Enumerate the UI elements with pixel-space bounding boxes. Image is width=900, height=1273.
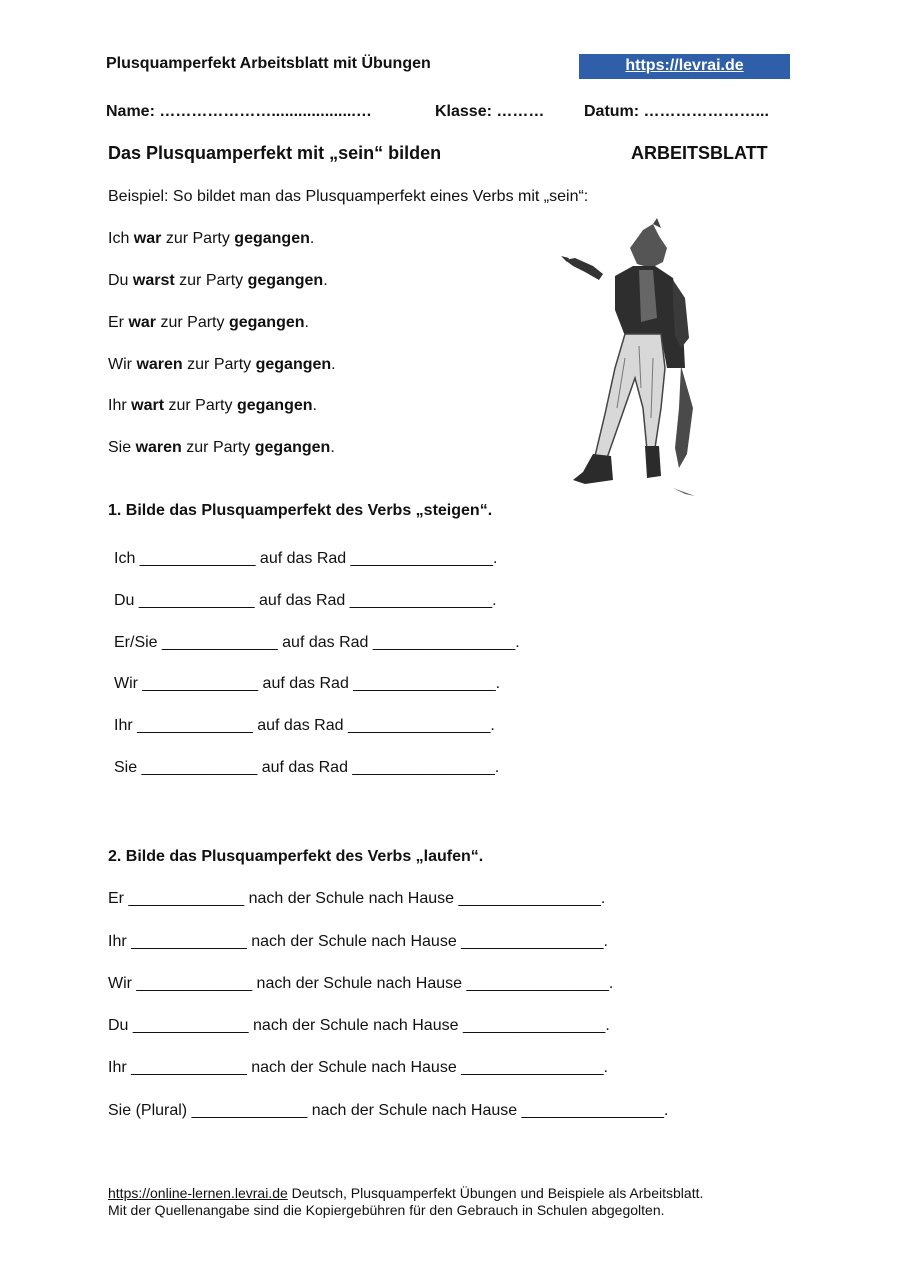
- example-sentence: Sie waren zur Party gegangen.: [108, 439, 335, 456]
- task2-exercise-line[interactable]: Er _____________ nach der Schule nach Hause ________________.: [108, 890, 606, 907]
- task2-heading: 2. Bilde das Plusquamperfekt des Verbs „laufen“.: [108, 848, 484, 865]
- fox-illustration: [555, 218, 700, 508]
- sheet-label: ARBEITSBLATT: [631, 143, 768, 163]
- task1-exercise-line[interactable]: Ich _____________ auf das Rad ________________.: [114, 550, 498, 567]
- example-sentence: Er war zur Party gegangen.: [108, 314, 309, 331]
- name-field-label: Name: …………………...................…: [106, 103, 372, 120]
- task2-exercise-line[interactable]: Wir _____________ nach der Schule nach Hause ________________.: [108, 975, 614, 992]
- task2-exercise-line[interactable]: Ihr _____________ nach der Schule nach Hause ________________.: [108, 1059, 608, 1076]
- footer-line-1: https://online-lernen.levrai.de Deutsch, Plusquamperfekt Übungen und Beispiele als Arbeitsblatt.: [108, 1185, 704, 1201]
- footer: [108, 1185, 703, 1219]
- example-sentence: Ich war zur Party gegangen.: [108, 230, 315, 247]
- example-sentence: Du warst zur Party gegangen.: [108, 272, 328, 289]
- task1-heading: 1. Bilde das Plusquamperfekt des Verbs „steigen“.: [108, 502, 493, 519]
- website-link[interactable]: https://levrai.de: [579, 54, 790, 79]
- example-sentence: Wir waren zur Party gegangen.: [108, 356, 336, 373]
- task2-exercise-line[interactable]: Du _____________ nach der Schule nach Hause ________________.: [108, 1017, 610, 1034]
- task1-exercise-line[interactable]: Wir _____________ auf das Rad ________________.: [114, 675, 501, 692]
- task1-exercise-line[interactable]: Ihr _____________ auf das Rad ________________.: [114, 717, 495, 734]
- date-field-label: Datum: …………………...: [584, 103, 769, 120]
- task2-exercise-line[interactable]: Ihr _____________ nach der Schule nach Hause ________________.: [108, 933, 608, 950]
- section-title: Das Plusquamperfekt mit „sein“ bilden: [108, 143, 442, 163]
- task1-exercise-line[interactable]: Sie _____________ auf das Rad ________________.: [114, 759, 500, 776]
- task1-exercise-line[interactable]: Er/Sie _____________ auf das Rad ________________.: [114, 634, 520, 651]
- intro-text: Beispiel: So bildet man das Plusquamperfekt eines Verbs mit „sein“:: [108, 188, 589, 205]
- example-sentence: Ihr wart zur Party gegangen.: [108, 397, 317, 414]
- footer-link[interactable]: https://online-lernen.levrai.de: [108, 1185, 288, 1201]
- footer-line-2: Mit der Quellenangabe sind die Kopiergebühren für den Gebrauch in Schulen abgegolten.: [108, 1202, 665, 1218]
- worksheet-header-title: Plusquamperfekt Arbeitsblatt mit Übungen: [106, 55, 431, 72]
- task2-exercise-line[interactable]: Sie (Plural) _____________ nach der Schule nach Hause ________________.: [108, 1102, 669, 1119]
- task1-exercise-line[interactable]: Du _____________ auf das Rad ________________.: [114, 592, 497, 609]
- class-field-label: Klasse: ………: [435, 103, 545, 120]
